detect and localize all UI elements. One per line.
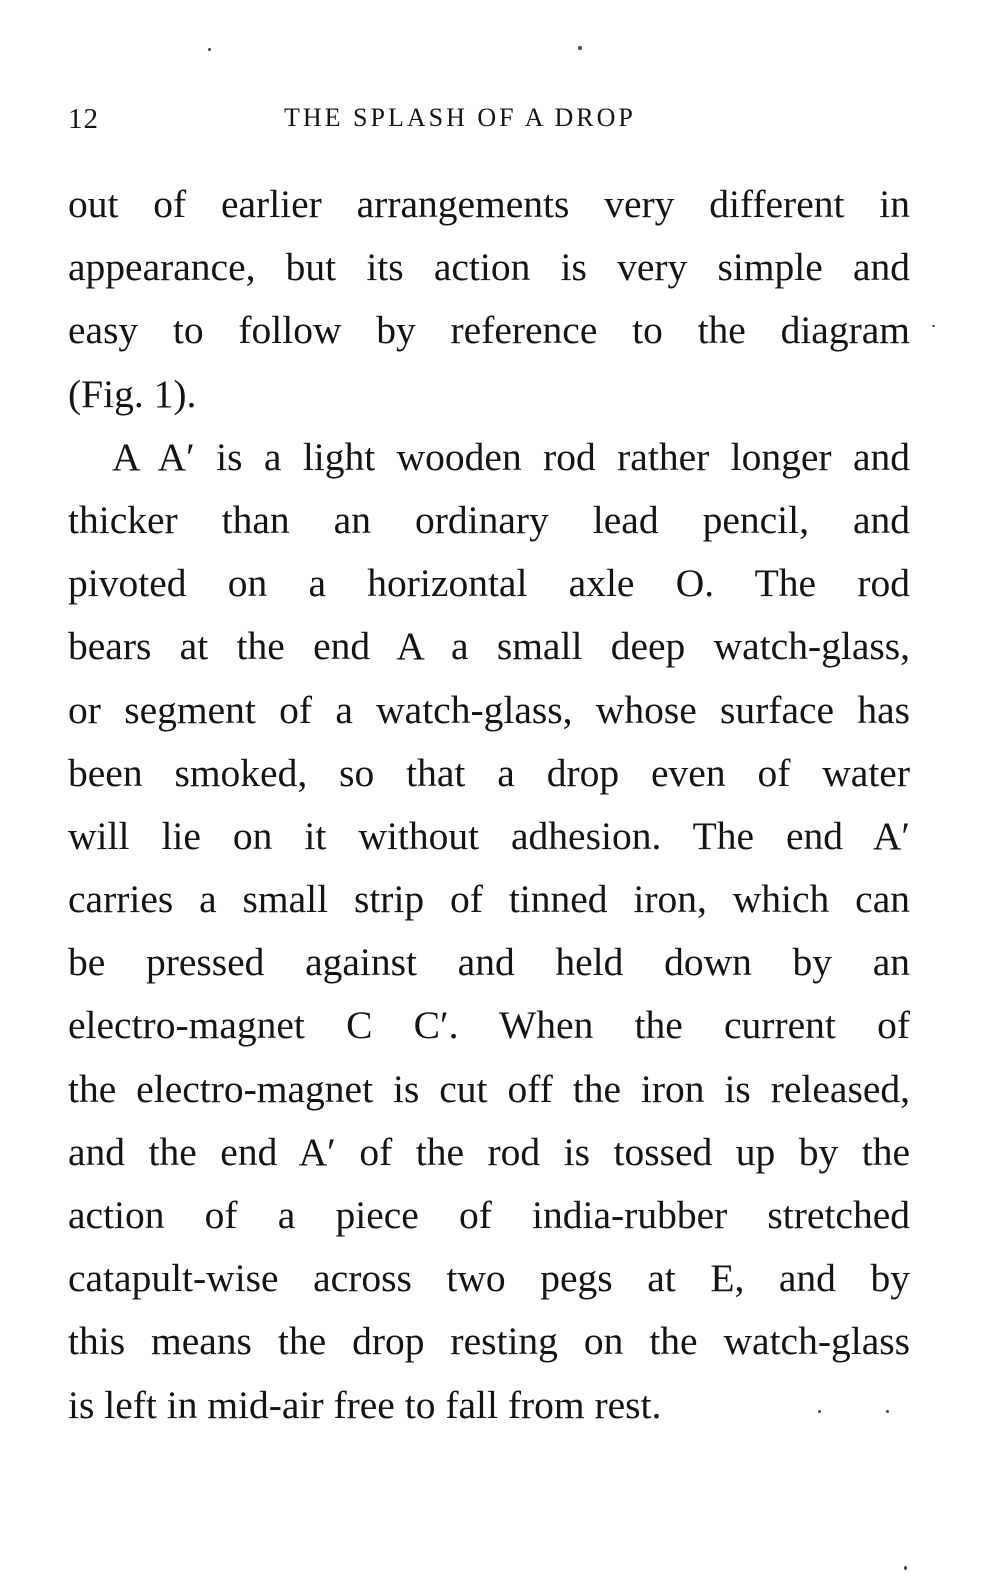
text-line: or segment of a watch-glass, whose surface has <box>68 687 910 732</box>
text-line: thicker than an ordinary lead pencil, and <box>68 497 910 542</box>
text-line: carries a small strip of tinned iron, which can <box>68 877 910 922</box>
text-line: is left in mid-air free to fall from rest. <box>68 1382 662 1427</box>
scan-speck <box>932 325 935 327</box>
body-text <box>68 178 910 1442</box>
text-line: A A′ is a light wooden rod rather longer and <box>112 434 910 479</box>
scan-speck <box>886 1410 889 1413</box>
text-line: (Fig. 1). <box>68 371 197 416</box>
running-head <box>68 103 910 143</box>
text-line: out of earlier arrangements very different in <box>68 182 910 226</box>
scan-speck <box>904 1566 907 1570</box>
text-line: catapult-wise across two pegs at E, and by <box>68 1256 910 1301</box>
text-line: bears at the end A a small deep watch-glass, <box>68 624 910 669</box>
text-line: action of a piece of india-rubber stretched <box>68 1193 910 1237</box>
running-title: THE SPLASH OF A DROP <box>284 103 636 132</box>
text-line: will lie on it without adhesion. The end A′ <box>68 813 910 858</box>
scan-speck <box>208 48 211 51</box>
page-number: 12 <box>68 103 99 135</box>
text-line: this means the drop resting on the watch-glass <box>68 1319 910 1364</box>
text-line: appearance, but its action is very simple and <box>68 245 910 290</box>
text-line: and the end A′ of the rod is tossed up by the <box>68 1129 910 1174</box>
text-line: easy to follow by reference to the diagram <box>68 308 910 353</box>
scan-speck <box>818 1410 821 1413</box>
text-line: pivoted on a horizontal axle O. The rod <box>68 561 910 606</box>
text-line: be pressed against and held down by an <box>68 940 910 985</box>
paragraph <box>68 178 910 431</box>
paragraph <box>68 431 910 1442</box>
text-line: been smoked, so that a drop even of water <box>68 750 910 795</box>
text-line: the electro-magnet is cut off the iron is released, <box>68 1066 910 1111</box>
text-line: electro-magnet C C′. When the current of <box>68 1003 910 1048</box>
scan-speck <box>578 46 582 50</box>
